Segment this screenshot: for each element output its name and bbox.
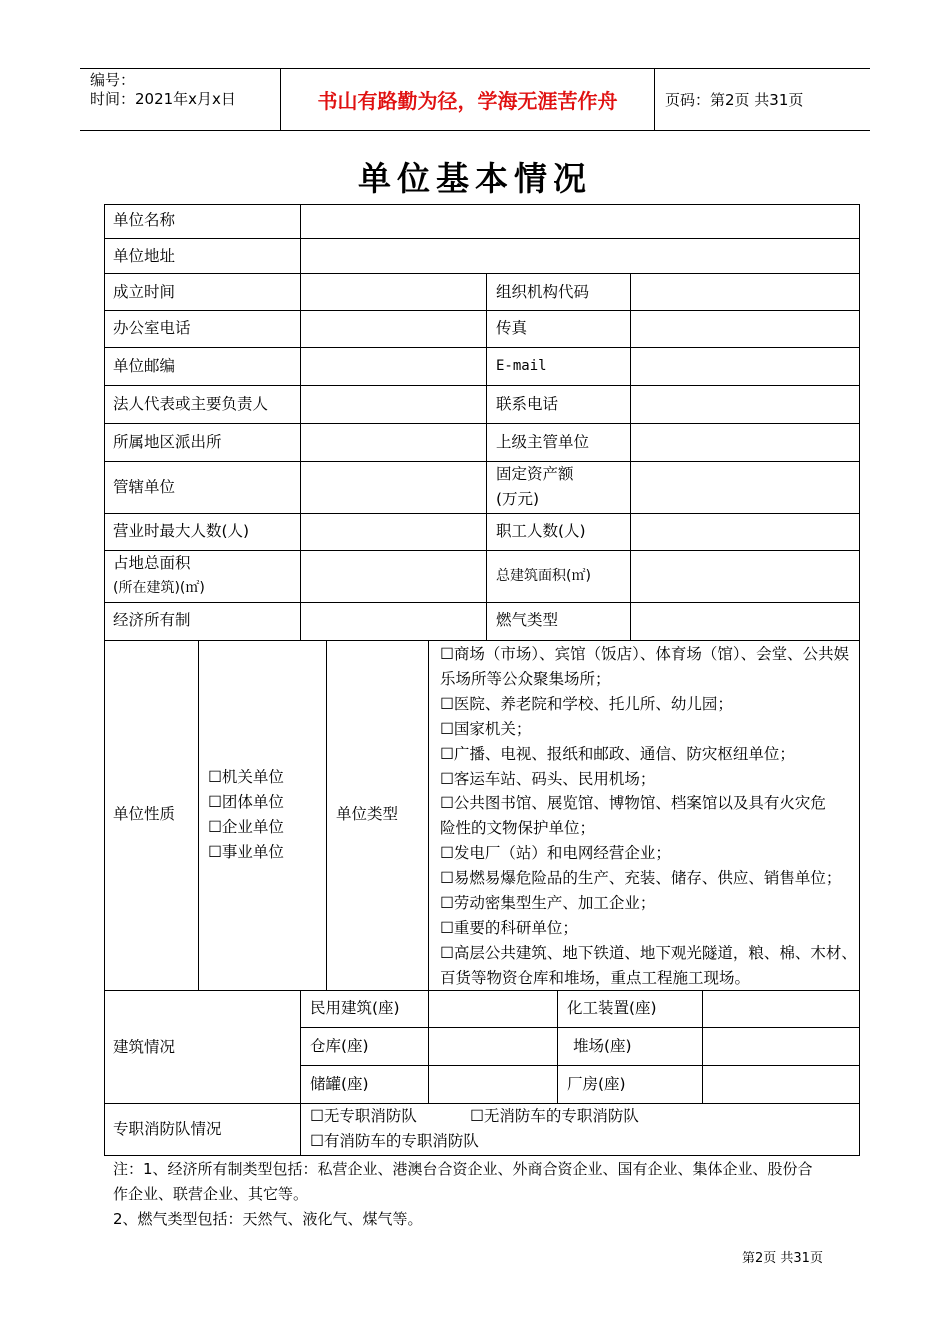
label-building-situation: 建筑情况 (113, 1038, 176, 1056)
label-staff-count: 职工人数(人) (496, 522, 586, 540)
label-unit-address: 单位地址 (113, 247, 176, 265)
column-divider (428, 990, 429, 1103)
label-police-station: 所属地区派出所 (113, 433, 222, 451)
column-divider (702, 990, 703, 1103)
row-divider (104, 310, 860, 311)
note-line: 注：1、经济所有制类型包括：私营企业、港澳台合资企业、外商合资企业、国有企业、集体企业、股份合 (113, 1160, 813, 1178)
header-motto: 书山有路勤为径，学海无涯苦作舟 (281, 69, 655, 130)
column-divider (557, 990, 558, 1103)
label-unit-nature: 单位性质 (113, 805, 176, 823)
row-divider (104, 273, 860, 274)
type-option-labor-intensive[interactable]: ☐劳动密集型生产、加工企业； (440, 894, 656, 913)
type-option-library-museum[interactable]: ☐公共图书馆、展览馆、博物馆、档案馆以及具有火灾危 (440, 794, 826, 813)
label-jurisdiction-unit: 管辖单位 (113, 478, 176, 496)
nature-option-organization[interactable]: ☐团体单位 (208, 793, 284, 811)
row-divider (104, 347, 860, 348)
label-tanks: 储罐(座) (310, 1075, 369, 1093)
label-fixed-assets-unit: (万元) (496, 490, 540, 508)
nature-option-government[interactable]: ☐机关单位 (208, 768, 284, 786)
row-divider (104, 640, 860, 641)
row-divider (104, 550, 860, 551)
type-option-state-organ[interactable]: ☐国家机关； (440, 719, 532, 738)
label-fire-brigade: 专职消防队情况 (113, 1120, 222, 1138)
label-office-phone: 办公室电话 (113, 319, 191, 337)
type-option-continuation: 险性的文物保护单位； (440, 819, 596, 838)
column-divider (630, 273, 631, 640)
label-postcode: 单位邮编 (113, 357, 176, 375)
label-warehouses: 仓库(座) (310, 1037, 369, 1055)
column-divider (300, 990, 301, 1156)
type-option-research[interactable]: ☐重要的科研单位； (440, 918, 578, 937)
note-line: 2、燃气类型包括：天然气、液化气、煤气等。 (113, 1210, 423, 1228)
document-number-label: 编号： (90, 71, 136, 89)
type-option-continuation: 百货等物资仓库和堆场，重点工程施工现场。 (440, 968, 751, 987)
label-land-area: 占地总面积 (113, 554, 191, 572)
note-line: 作企业、联营企业、其它等。 (113, 1185, 309, 1203)
page-footer: 第2页 共31页 (742, 1251, 823, 1266)
type-option-transport-hub[interactable]: ☐客运车站、码头、民用机场； (440, 769, 656, 788)
type-option-high-rise-warehouse[interactable]: ☐高层公共建筑、地下铁道、地下观光隧道，粮、棉、木材、 (440, 943, 857, 962)
header-meta (80, 69, 281, 130)
row-divider (104, 238, 860, 239)
label-fixed-assets: 固定资产额 (496, 465, 574, 483)
type-option-continuation: 乐场所等公众聚集场所； (440, 669, 611, 688)
page-header (80, 68, 870, 131)
type-option-power-plant[interactable]: ☐发电厂（站）和电网经营企业； (440, 844, 671, 863)
label-land-area-unit: (所在建筑)(㎡) (113, 580, 205, 596)
label-superior-unit: 上级主管单位 (496, 433, 590, 451)
header-page-number: 页码：第2页 共31页 (665, 91, 804, 109)
label-ownership: 经济所有制 (113, 611, 191, 629)
label-max-occupancy: 营业时最大人数(人) (113, 522, 250, 540)
row-divider (300, 1027, 860, 1028)
column-divider (486, 273, 487, 640)
unit-type-options (440, 642, 855, 991)
fire-option-no-truck[interactable]: ☐无消防车的专职消防队 (470, 1107, 639, 1125)
type-option-public-gathering[interactable]: ☐商场（市场）、宾馆（饭店）、体育场（馆）、会堂、公共娱 (440, 645, 850, 663)
label-chemical-units: 化工装置(座) (567, 999, 657, 1017)
label-unit-name: 单位名称 (113, 211, 176, 229)
label-factories: 厂房(座) (567, 1075, 626, 1093)
label-founded-date: 成立时间 (113, 283, 176, 301)
label-unit-type: 单位类型 (336, 805, 399, 823)
row-divider (104, 461, 860, 462)
fire-option-with-truck[interactable]: ☐有消防车的专职消防队 (310, 1132, 479, 1150)
row-divider (104, 513, 860, 514)
page-title: 单位基本情况 (358, 159, 592, 198)
label-civil-buildings: 民用建筑(座) (310, 999, 400, 1017)
label-building-area: 总建筑面积(㎡) (496, 568, 591, 584)
label-yards: 堆场(座) (573, 1037, 632, 1055)
row-divider (300, 1065, 860, 1066)
label-email: E-mail (496, 358, 547, 374)
form-notes (113, 1157, 853, 1232)
type-option-hazardous-materials[interactable]: ☐易燃易爆危险品的生产、充装、储存、供应、销售单位； (440, 869, 842, 888)
type-option-hospital-school[interactable]: ☐医院、养老院和学校、托儿所、幼儿园； (440, 694, 733, 713)
label-org-code: 组织机构代码 (496, 283, 590, 301)
fire-option-none[interactable]: ☐无专职消防队 (310, 1107, 417, 1125)
row-divider (104, 602, 860, 603)
row-divider (104, 423, 860, 424)
column-divider (428, 640, 429, 990)
column-divider (326, 640, 327, 990)
label-gas-type: 燃气类型 (496, 611, 559, 629)
label-legal-representative: 法人代表或主要负责人 (113, 395, 269, 413)
column-divider (300, 204, 301, 640)
document-time-label: 时间：2021年x月x日 (90, 90, 236, 108)
row-divider (104, 385, 860, 386)
nature-option-institution[interactable]: ☐事业单位 (208, 843, 284, 861)
column-divider (198, 640, 199, 990)
type-option-broadcast-telecom[interactable]: ☐广播、电视、报纸和邮政、通信、防灾枢纽单位； (440, 744, 795, 763)
nature-option-enterprise[interactable]: ☐企业单位 (208, 818, 284, 836)
label-fax: 传真 (496, 319, 528, 337)
label-contact-phone: 联系电话 (496, 395, 559, 413)
